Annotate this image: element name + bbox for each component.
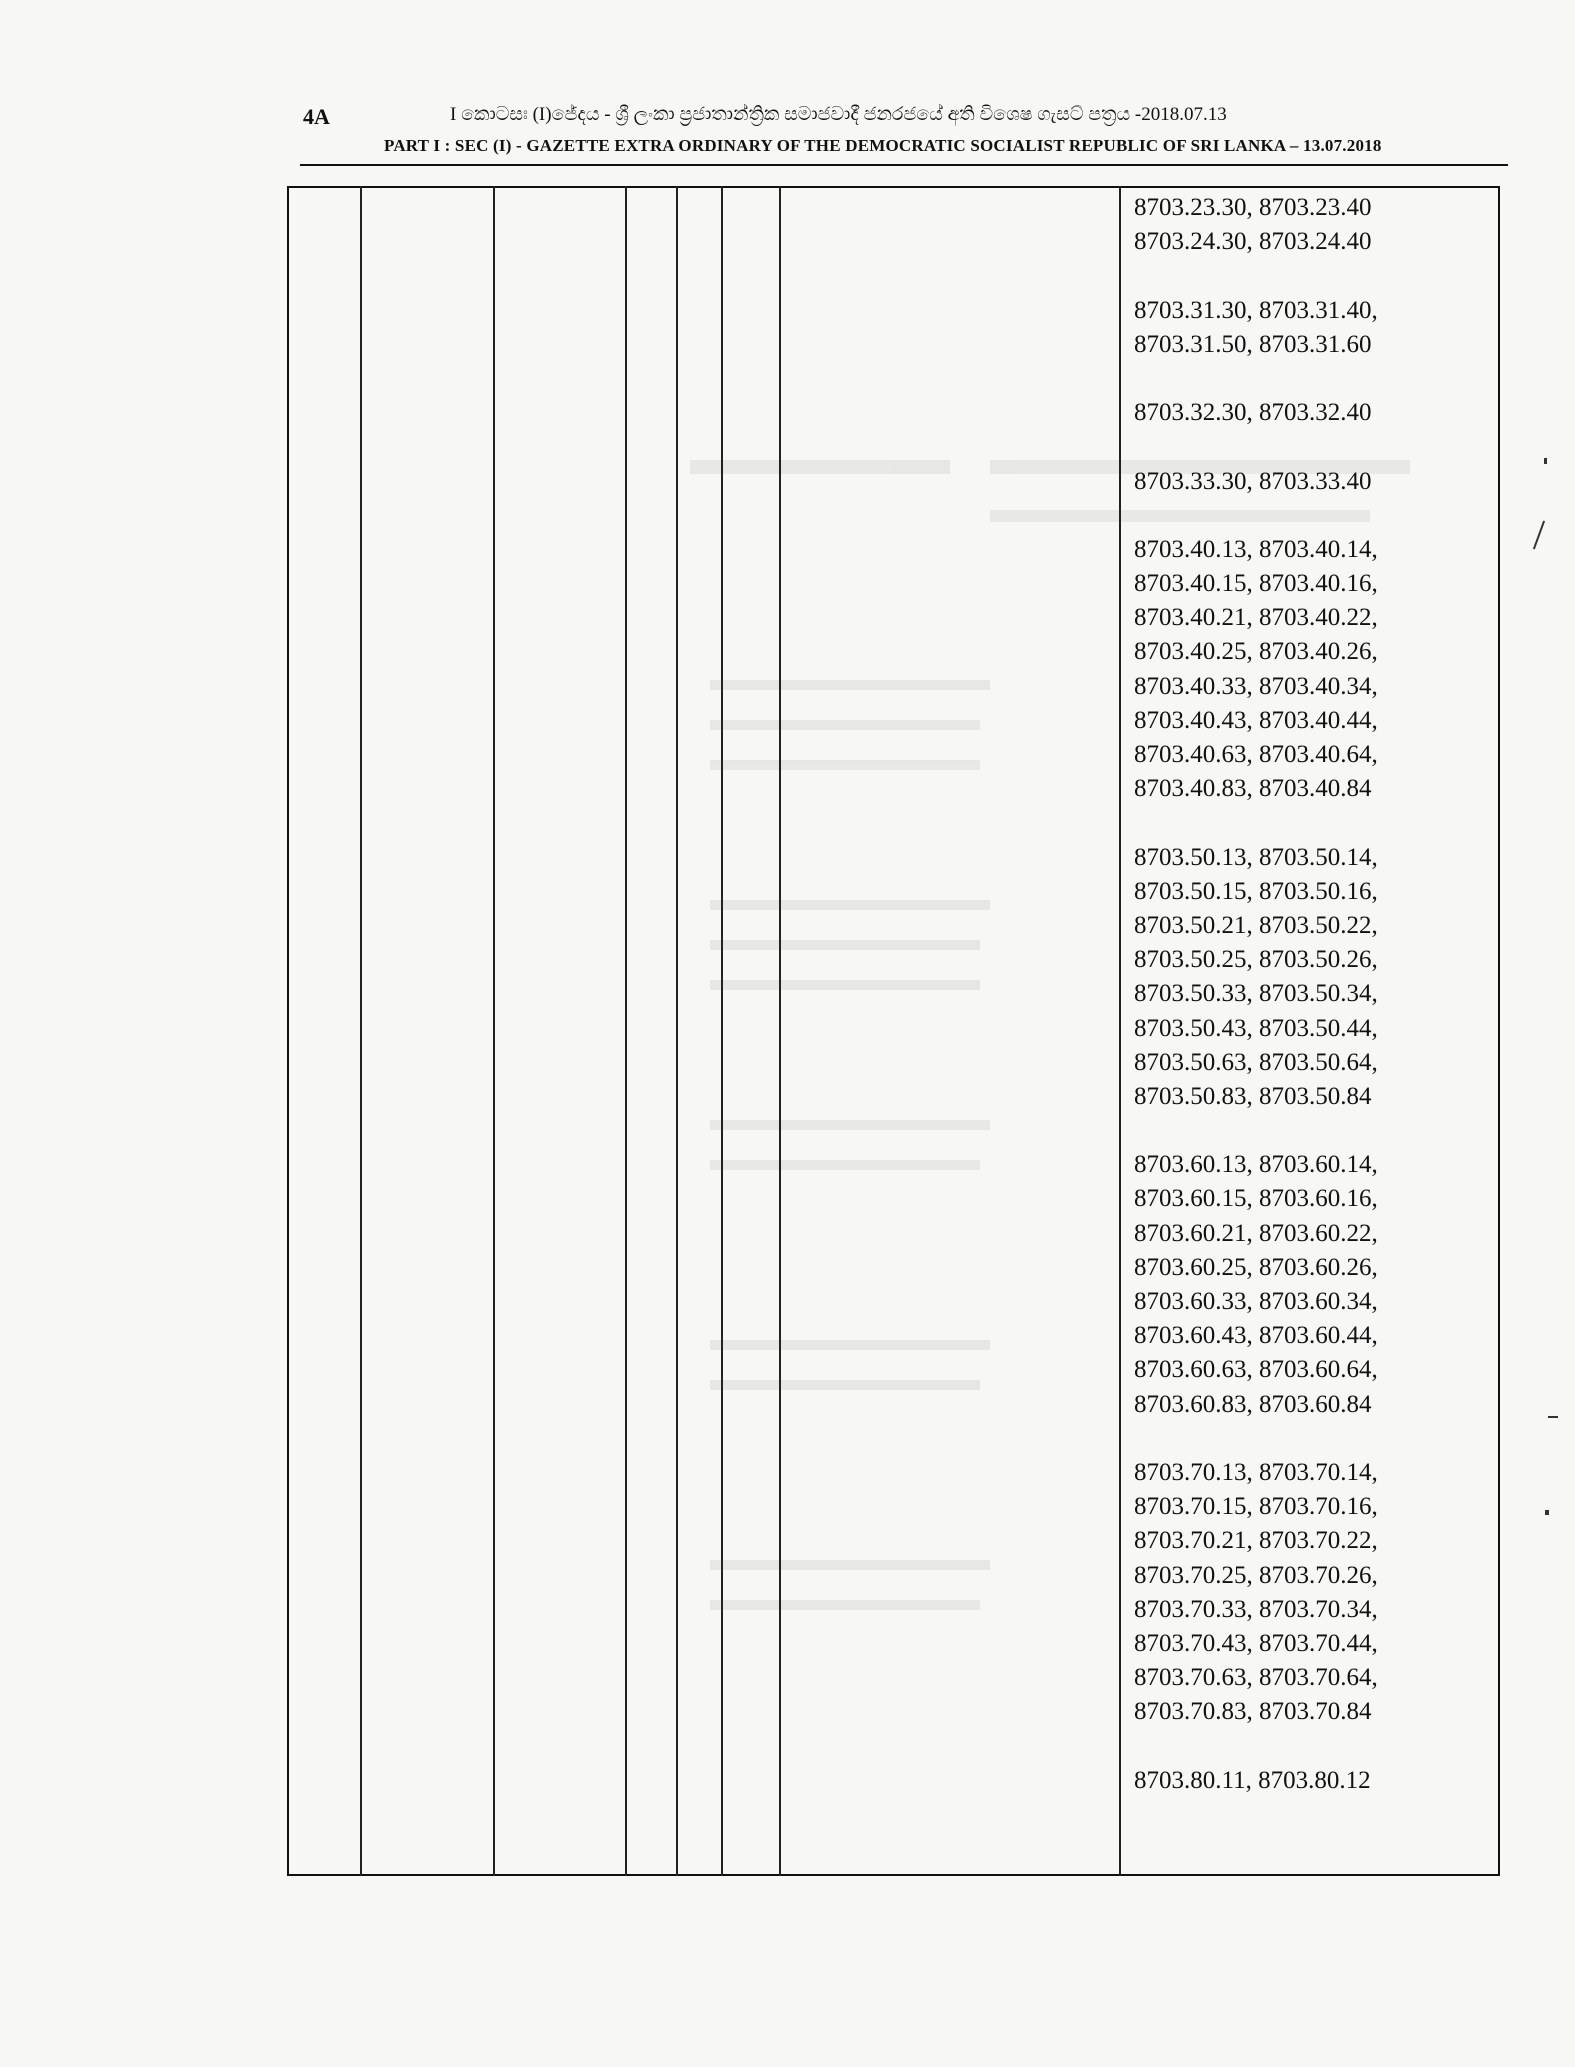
hs-code-line: 8703.50.13, 8703.50.14, [1134,843,1378,871]
gazette-header-sinhala: I කොටසඃ (I)ජේදය - ශ්‍රී ලංකා ප්‍රජාතාන්ත්‍රික සමාජවාදී ජනරජයේ අති විශෙෂ ගැසට් පත්‍රය -2018.07.13 [450,104,1227,125]
hs-code-line: 8703.50.83, 8703.50.84 [1134,1082,1372,1110]
hs-code-line: 8703.40.15, 8703.40.16, [1134,570,1378,598]
hs-code-line: 8703.50.63, 8703.50.64, [1134,1048,1378,1076]
hs-code-line: 8703.33.30, 8703.33.40 [1134,467,1372,495]
code-group-gap [1134,362,1496,396]
hs-code-line: 8703.40.25, 8703.40.26, [1134,638,1378,666]
hs-code-line: 8703.31.30, 8703.31.40, [1134,296,1378,324]
hs-code-line: 8703.32.30, 8703.32.40 [1134,399,1372,427]
code-group-gap [1134,499,1496,533]
hs-code-line: 8703.50.25, 8703.50.26, [1134,946,1378,974]
hs-code-line: 8703.40.21, 8703.40.22, [1134,604,1378,632]
hs-code-line: 8703.70.15, 8703.70.16, [1134,1493,1378,1521]
scan-mark [1548,1416,1558,1418]
hs-code-line: 8703.70.21, 8703.70.22, [1134,1527,1378,1555]
column-divider [1119,186,1121,1876]
column-divider [676,186,678,1876]
hs-code-line: 8703.60.43, 8703.60.44, [1134,1322,1378,1350]
code-group-gap [1134,1729,1496,1763]
hs-code-line: 8703.40.13, 8703.40.14, [1134,535,1378,563]
hs-code-line: 8703.50.21, 8703.50.22, [1134,911,1378,939]
hs-code-line: 8703.60.33, 8703.60.34, [1134,1288,1378,1315]
hs-code-line: 8703.50.43, 8703.50.44, [1134,1014,1378,1042]
code-group-gap [1134,1422,1496,1456]
hs-code-line: 8703.60.15, 8703.60.16, [1134,1185,1378,1213]
page-number: 4A [303,104,330,129]
hs-code-line: 8703.50.15, 8703.50.16, [1134,877,1378,905]
hs-code-line: 8703.40.63, 8703.40.64, [1134,741,1378,768]
hs-codes-column [1134,191,1496,1798]
hs-code-line: 8703.60.63, 8703.60.64, [1134,1356,1378,1384]
hs-code-line: 8703.80.11, 8703.80.12 [1134,1766,1371,1794]
header-rule [300,164,1508,166]
hs-code-line: 8703.70.43, 8703.70.44, [1134,1629,1378,1657]
hs-code-line: 8703.70.13, 8703.70.14, [1134,1458,1378,1486]
hs-code-line: 8703.60.13, 8703.60.14, [1134,1151,1378,1179]
hs-code-line: 8703.60.25, 8703.60.26, [1134,1253,1378,1281]
hs-code-line: 8703.70.63, 8703.70.64, [1134,1664,1378,1692]
code-group-gap [1134,1114,1496,1148]
scan-mark [1544,458,1547,464]
hs-code-line: 8703.40.33, 8703.40.34, [1134,672,1378,700]
scan-mark [1533,521,1545,550]
hs-code-line: 8703.70.83, 8703.70.84 [1134,1698,1372,1726]
column-divider [625,186,627,1876]
hs-code-line: 8703.24.30, 8703.24.40 [1134,228,1372,256]
hs-code-line: 8703.70.25, 8703.70.26, [1134,1561,1378,1589]
column-divider [721,186,723,1876]
hs-code-line: 8703.60.21, 8703.60.22, [1134,1219,1378,1247]
code-group-gap [1134,259,1496,293]
gazette-header-english: PART I : SEC (I) - GAZETTE EXTRA ORDINARY OF THE DEMOCRATIC SOCIALIST REPUBLIC OF SRI LANKA – 13.07.2018 [384,136,1382,155]
column-divider [779,186,781,1876]
hs-code-line: 8703.60.83, 8703.60.84 [1134,1390,1372,1418]
column-divider [360,186,362,1876]
column-divider [493,186,495,1876]
scan-mark [1545,1510,1549,1515]
hs-code-line: 8703.50.33, 8703.50.34, [1134,980,1378,1008]
hs-code-line: 8703.40.83, 8703.40.84 [1134,775,1372,803]
hs-code-line: 8703.70.33, 8703.70.34, [1134,1595,1378,1623]
hs-code-line: 8703.40.43, 8703.40.44, [1134,706,1378,734]
code-group-gap [1134,806,1496,840]
code-group-gap [1134,430,1496,464]
hs-code-line: 8703.31.50, 8703.31.60 [1134,330,1372,358]
hs-code-line: 8703.23.30, 8703.23.40 [1134,194,1372,221]
